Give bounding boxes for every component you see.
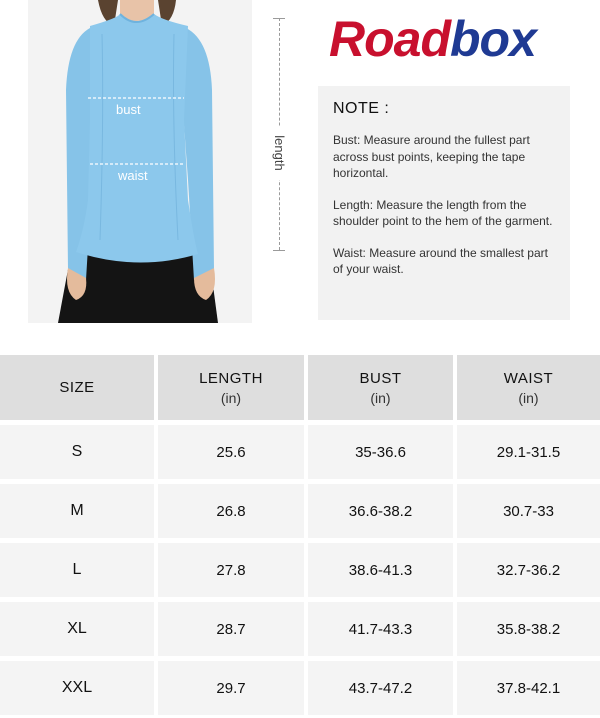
header-length [158,355,304,420]
length-cell: 25.6 [158,425,304,479]
header-size [0,355,154,420]
table-row [0,423,600,482]
table-row [0,659,600,718]
brand-logo [329,8,565,70]
length-cell: 28.7 [158,602,304,656]
table-row [0,600,600,659]
note-bust: Bust: Measure around the fullest part across bust points, keeping the tape horizontal. [333,133,530,180]
header-unit: (in) [370,389,391,406]
table-header-row [0,355,600,423]
measurement-note [318,86,570,320]
length-indicator-cap-bottom [273,250,285,251]
bust-cell: 36.6-38.2 [308,484,453,538]
header-label: LENGTH [199,369,263,387]
length-cell: 27.8 [158,543,304,597]
note-waist: Waist: Measure around the smallest part of your waist. [333,245,548,276]
length-cell: 29.7 [158,661,304,715]
length-cell: 26.8 [158,484,304,538]
note-title: NOTE : [333,100,390,117]
brand-logo-part1: Road [329,11,450,67]
length-label: length [270,126,288,180]
model-illustration [28,0,252,323]
length-indicator-cap-top [273,18,285,19]
bust-cell: 43.7-47.2 [308,661,453,715]
product-photo [28,0,252,323]
waist-cell: 32.7-36.2 [457,543,600,597]
size-cell: XXL [0,661,154,715]
header-unit: (in) [518,389,539,406]
bust-cell: 41.7-43.3 [308,602,453,656]
header-unit: (in) [220,389,242,406]
size-cell: S [0,425,154,479]
note-length: Length: Measure the length from the shoulder point to the hem of the garment. [333,197,553,228]
size-cell: M [0,484,154,538]
header-label: BUST [359,369,402,387]
waist-cell: 30.7-33 [457,484,600,538]
waist-label: waist [118,168,148,183]
header-label: WAIST [503,369,554,387]
table-row [0,541,600,600]
waist-cell: 35.8-38.2 [457,602,600,656]
header-bust [308,355,453,420]
waist-cell: 37.8-42.1 [457,661,600,715]
waist-cell: 29.1-31.5 [457,425,600,479]
header-label: SIZE [59,379,95,396]
brand-logo-part2: box [450,11,536,67]
size-chart-table [0,355,600,718]
size-cell: L [0,543,154,597]
bust-cell: 35-36.6 [308,425,453,479]
bust-cell: 38.6-41.3 [308,543,453,597]
header-waist [457,355,600,420]
table-row [0,482,600,541]
bust-label: bust [116,102,141,117]
size-cell: XL [0,602,154,656]
